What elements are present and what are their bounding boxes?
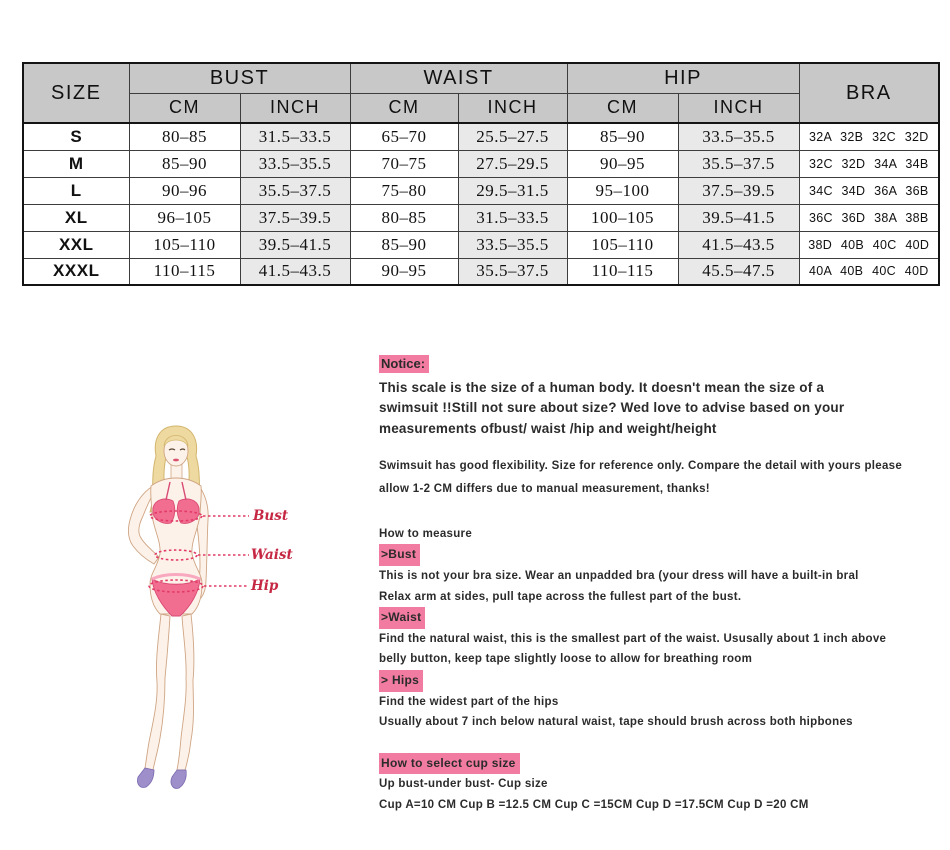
bust-inch-cell: 39.5–41.5: [240, 231, 350, 258]
flexibility-line: Swimsuit has good flexibility. Size for reference only. Compare the detail with yours please: [379, 459, 903, 472]
waist-instruction-line: Find the natural waist, this is the smallest part of the waist. Ususally about 1 inch above: [379, 632, 887, 645]
waist-section-heading: >Waist: [379, 607, 425, 629]
size-cell: S: [23, 123, 129, 150]
bust-inch-cell: 37.5–39.5: [240, 204, 350, 231]
table-row-xl: [23, 204, 939, 231]
subheader-waist-cm: CM: [350, 93, 458, 123]
hip-cm-cell: 110–115: [567, 258, 678, 285]
table-row-m: [23, 150, 939, 177]
table-row-s: [23, 123, 939, 150]
hip-cm-cell: 105–110: [567, 231, 678, 258]
hip-inch-cell: 39.5–41.5: [678, 204, 799, 231]
hip-cm-cell: 100–105: [567, 204, 678, 231]
bust-section-heading: >Bust: [379, 544, 420, 566]
leg-left: [145, 614, 170, 770]
shoe-left: [137, 768, 154, 787]
bust-cm-cell: 105–110: [129, 231, 240, 258]
waist-inch-cell: 35.5–37.5: [458, 258, 567, 285]
bust-cm-cell: 80–85: [129, 123, 240, 150]
bust-cm-cell: 96–105: [129, 204, 240, 231]
hips-instruction-line: Find the widest part of the hips: [379, 695, 559, 708]
size-cell: XXXL: [23, 258, 129, 285]
hip-label: Hip: [251, 578, 279, 594]
notice-paragraph: [379, 378, 944, 439]
notice-line: measurements ofbust/ waist /hip and weight/height: [379, 420, 717, 436]
bra-cell: 32C 32D 34A 34B: [799, 150, 939, 177]
waist-cm-cell: 90–95: [350, 258, 458, 285]
col-header-size: SIZE: [23, 63, 129, 123]
waist-cm-cell: 70–75: [350, 150, 458, 177]
waist-inch-cell: 33.5–35.5: [458, 231, 567, 258]
size-notes-text: [379, 355, 944, 816]
woman-sketch-illustration: [103, 420, 253, 815]
bust-inch-cell: 31.5–33.5: [240, 123, 350, 150]
bra-cell: 40A 40B 40C 40D: [799, 258, 939, 285]
bust-label: Bust: [253, 508, 289, 524]
subheader-bust-cm: CM: [129, 93, 240, 123]
waist-label: Waist: [251, 547, 293, 563]
waist-cm-cell: 85–90: [350, 231, 458, 258]
bust-instruction-line: Relax arm at sides, pull tape across the fullest part of the bust.: [379, 590, 742, 603]
bra-cell: 36C 36D 38A 38B: [799, 204, 939, 231]
cup-size-line: Up bust-under bust- Cup size: [379, 778, 548, 791]
bust-inch-cell: 35.5–37.5: [240, 177, 350, 204]
col-header-waist: WAIST: [350, 63, 567, 93]
waist-cm-cell: 80–85: [350, 204, 458, 231]
notice-line: This scale is the size of a human body. It doesn't mean the size of a: [379, 380, 825, 395]
table-row-xxxl: [23, 258, 939, 285]
hip-inch-cell: 35.5–37.5: [678, 150, 799, 177]
hip-inch-cell: 37.5–39.5: [678, 177, 799, 204]
size-cell: XL: [23, 204, 129, 231]
bust-inch-cell: 33.5–35.5: [240, 150, 350, 177]
table-row-l: [23, 177, 939, 204]
size-cell: L: [23, 177, 129, 204]
subheader-hip-inch: INCH: [678, 93, 799, 123]
table-row-xxl: [23, 231, 939, 258]
hip-inch-cell: 45.5–47.5: [678, 258, 799, 285]
size-cell: XXL: [23, 231, 129, 258]
col-header-hip: HIP: [567, 63, 799, 93]
hip-cm-cell: 90–95: [567, 150, 678, 177]
hip-inch-cell: 33.5–35.5: [678, 123, 799, 150]
notice-line: swimsuit !!Still not sure about size? Wed love to advise based on your: [379, 400, 845, 416]
subheader-hip-cm: CM: [567, 93, 678, 123]
shoe-right: [171, 770, 186, 788]
subheader-waist-inch: INCH: [458, 93, 567, 123]
bra-cell: 38D 40B 40C 40D: [799, 231, 939, 258]
waist-inch-cell: 29.5–31.5: [458, 177, 567, 204]
flexibility-paragraph: [379, 455, 944, 501]
hip-cm-cell: 85–90: [567, 123, 678, 150]
hips-instruction-line: Usually about 7 inch below natural waist, tape should brush across both hipbones: [379, 716, 853, 729]
lips: [173, 459, 179, 462]
cup-size-section: [379, 753, 944, 816]
cup-size-heading: How to select cup size: [379, 753, 520, 775]
bust-instruction-line: This is not your bra size. Wear an unpadded bra (your dress will have a built-in bral: [379, 570, 859, 583]
waist-inch-cell: 27.5–29.5: [458, 150, 567, 177]
waist-inch-cell: 31.5–33.5: [458, 204, 567, 231]
cup-size-line: Cup A=10 CM Cup B =12.5 CM Cup C =15CM Cup D =17.5CM Cup D =20 CM: [379, 799, 809, 812]
how-to-measure-title: How to measure: [379, 527, 473, 540]
waist-cm-cell: 65–70: [350, 123, 458, 150]
hip-cm-cell: 95–100: [567, 177, 678, 204]
bra-cell: 34C 34D 36A 36B: [799, 177, 939, 204]
size-cell: M: [23, 150, 129, 177]
measurement-figure: [103, 420, 253, 815]
size-chart-table: [22, 62, 940, 286]
bra-cell: 32A 32B 32C 32D: [799, 123, 939, 150]
hip-inch-cell: 41.5–43.5: [678, 231, 799, 258]
flexibility-line: allow 1-2 CM differs due to manual measurement, thanks!: [379, 482, 710, 495]
col-header-bra: BRA: [799, 63, 939, 123]
bust-cm-cell: 110–115: [129, 258, 240, 285]
notice-heading: Notice:: [379, 355, 429, 373]
col-header-bust: BUST: [129, 63, 350, 93]
bust-inch-cell: 41.5–43.5: [240, 258, 350, 285]
subheader-bust-inch: INCH: [240, 93, 350, 123]
waist-instruction-line: belly button, keep tape slightly loose to allow for breathing room: [379, 653, 753, 666]
waist-inch-cell: 25.5–27.5: [458, 123, 567, 150]
hips-section-heading: > Hips: [379, 670, 423, 692]
leg-right: [177, 614, 194, 770]
how-to-measure-section: [379, 524, 944, 733]
bust-cm-cell: 85–90: [129, 150, 240, 177]
waist-cm-cell: 75–80: [350, 177, 458, 204]
bust-cm-cell: 90–96: [129, 177, 240, 204]
